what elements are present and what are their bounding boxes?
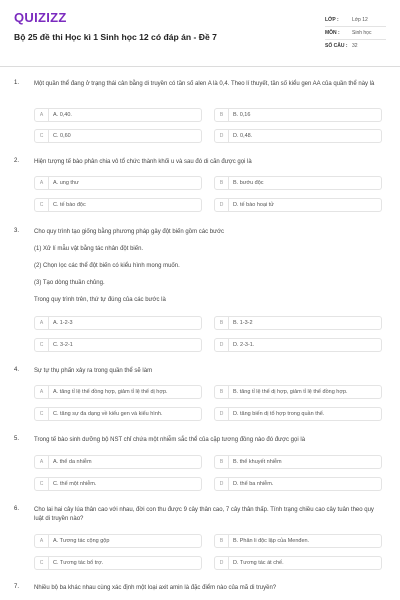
option-letter: C [35,408,49,420]
option-b[interactable] [214,316,382,330]
option-text: D. thể ba nhiễm. [233,481,274,487]
option-text: A. 1-2-3 [53,320,73,326]
option-text: B. 1-3-2 [233,320,253,326]
option-text: D. 0,48. [233,133,253,139]
question-number: 4. [14,367,20,373]
option-text: A. Tương tác cộng gộp [53,538,110,544]
option-letter: C [35,557,49,569]
header-divider [0,66,400,67]
option-text: A. ung thư [53,180,79,186]
meta-value: 32 [352,43,358,49]
option-letter: A [35,535,49,547]
option-text: C. 0,60 [53,133,71,139]
option-letter: C [35,339,49,351]
quizizz-logo: QUIZIZZ [14,10,67,25]
option-letter: B [215,317,229,329]
option-text: C. Tương tác bổ trợ. [53,560,104,566]
option-c[interactable] [34,129,202,143]
option-a[interactable] [34,385,202,399]
option-letter: B [215,456,229,468]
meta-value: Sinh học [352,30,372,36]
option-text: C. tăng sự đa dạng về kiểu gen và kiểu hình. [53,411,163,417]
option-a[interactable] [34,534,202,548]
meta-row-subject [325,27,386,40]
question-number: 3. [14,228,20,234]
option-b[interactable] [214,108,382,122]
question-number: 1. [14,80,20,86]
meta-label: LỚP : [325,17,339,23]
page-title: Bộ 25 đề thi Học kì 1 Sinh học 12 có đáp án - Đề 7 [14,32,217,42]
question-number: 6. [14,506,20,512]
option-b[interactable] [214,176,382,190]
option-letter: D [215,130,229,142]
question-number: 5. [14,436,20,442]
meta-info [325,14,386,53]
option-letter: A [35,317,49,329]
question-number: 2. [14,158,20,164]
meta-label: MÔN : [325,30,340,36]
option-b[interactable] [214,385,382,399]
option-text: B. thể khuyết nhiễm [233,459,282,465]
option-c[interactable] [34,338,202,352]
question-line: (1) Xử lí mẫu vật bằng tác nhân đột biến. [34,246,144,252]
question-text: Nhiều bộ ba khác nhau cùng xác định một loại axit amin là đặc điểm nào của mã di truyền? [34,585,277,591]
worksheet-header [14,10,386,62]
option-text: D. tăng biến dị tổ hợp trong quần thể. [233,411,325,417]
option-letter: A [35,177,49,189]
meta-row-count [325,40,386,53]
question-line: (3) Tạo dòng thuần chủng. [34,280,105,286]
question-line: Trong quy trình trên, thứ tự đúng của các bước là [34,297,166,303]
option-letter: B [215,535,229,547]
question-text: Một quần thể đang ở trạng thái cân bằng di truyền có tần số alen A là 0,4. Theo lí thuyết, tần số kiểu gen AA của quần thể này là [34,81,375,87]
option-text: D. tế bào hoại tử [233,202,274,208]
option-text: B. 0,16 [233,112,251,118]
option-text: D. Tương tác át chế. [233,560,284,566]
option-c[interactable] [34,477,202,491]
option-text: D. 2-3-1. [233,342,255,348]
option-text: A. tăng tỉ lệ thể đồng hợp, giảm tỉ lệ thể dị hợp. [53,389,168,395]
option-text: A. 0,40. [53,112,72,118]
option-d[interactable] [214,477,382,491]
option-a[interactable] [34,108,202,122]
option-d[interactable] [214,556,382,570]
option-text: B. tăng tỉ lệ thể dị hợp, giảm tỉ lệ thể đồng hợp. [233,389,348,395]
meta-value: Lớp 12 [352,17,368,23]
option-a[interactable] [34,455,202,469]
option-d[interactable] [214,129,382,143]
option-letter: B [215,386,229,398]
option-letter: D [215,199,229,211]
option-letter: D [215,478,229,490]
question-number: 7. [14,584,20,590]
question-text: Trong tế bào sinh dưỡng bộ NST chỉ chứa một nhiễm sắc thể của cặp tương đồng nào đó được gọi là [34,437,306,443]
question-text: Cho lai hai cây lúa thân cao với nhau, đời con thu được 9 cây thân cao, 7 cây thân thấp. Tính trạng chiều cao cây tuân theo quy luật di truyền nào? [34,507,374,522]
option-c[interactable] [34,556,202,570]
option-b[interactable] [214,455,382,469]
option-b[interactable] [214,534,382,548]
option-letter: C [35,199,49,211]
option-letter: B [215,109,229,121]
option-letter: A [35,109,49,121]
option-letter: B [215,177,229,189]
option-text: B. Phân li độc lập của Menđen. [233,538,310,544]
option-a[interactable] [34,316,202,330]
meta-label: SỐ CÂU : [325,43,348,49]
option-c[interactable] [34,198,202,212]
option-d[interactable] [214,407,382,421]
option-text: B. bướu độc [233,180,264,186]
option-text: C. thể một nhiễm. [53,481,97,487]
question-text: Sự tự thụ phấn xảy ra trong quần thể sẽ làm [34,368,153,374]
option-c[interactable] [34,407,202,421]
option-text: A. thể da nhiễm [53,459,92,465]
option-d[interactable] [214,198,382,212]
option-text: C. tế bào độc [53,202,86,208]
option-d[interactable] [214,338,382,352]
option-letter: D [215,339,229,351]
option-letter: A [35,456,49,468]
question-line: (2) Chọn lọc các thể đột biến có kiểu hình mong muốn. [34,263,180,269]
meta-row-class [325,14,386,27]
question-text: Cho quy trình tạo giống bằng phương pháp gây đột biến gồm các bước [34,229,225,235]
option-letter: C [35,130,49,142]
option-letter: D [215,408,229,420]
question-text: Hiện tượng tế bào phân chia vô tổ chức thành khối u và sau đó di căn được gọi là [34,159,252,165]
option-letter: D [215,557,229,569]
option-letter: A [35,386,49,398]
option-a[interactable] [34,176,202,190]
option-letter: C [35,478,49,490]
option-text: C. 3-2-1 [53,342,73,348]
